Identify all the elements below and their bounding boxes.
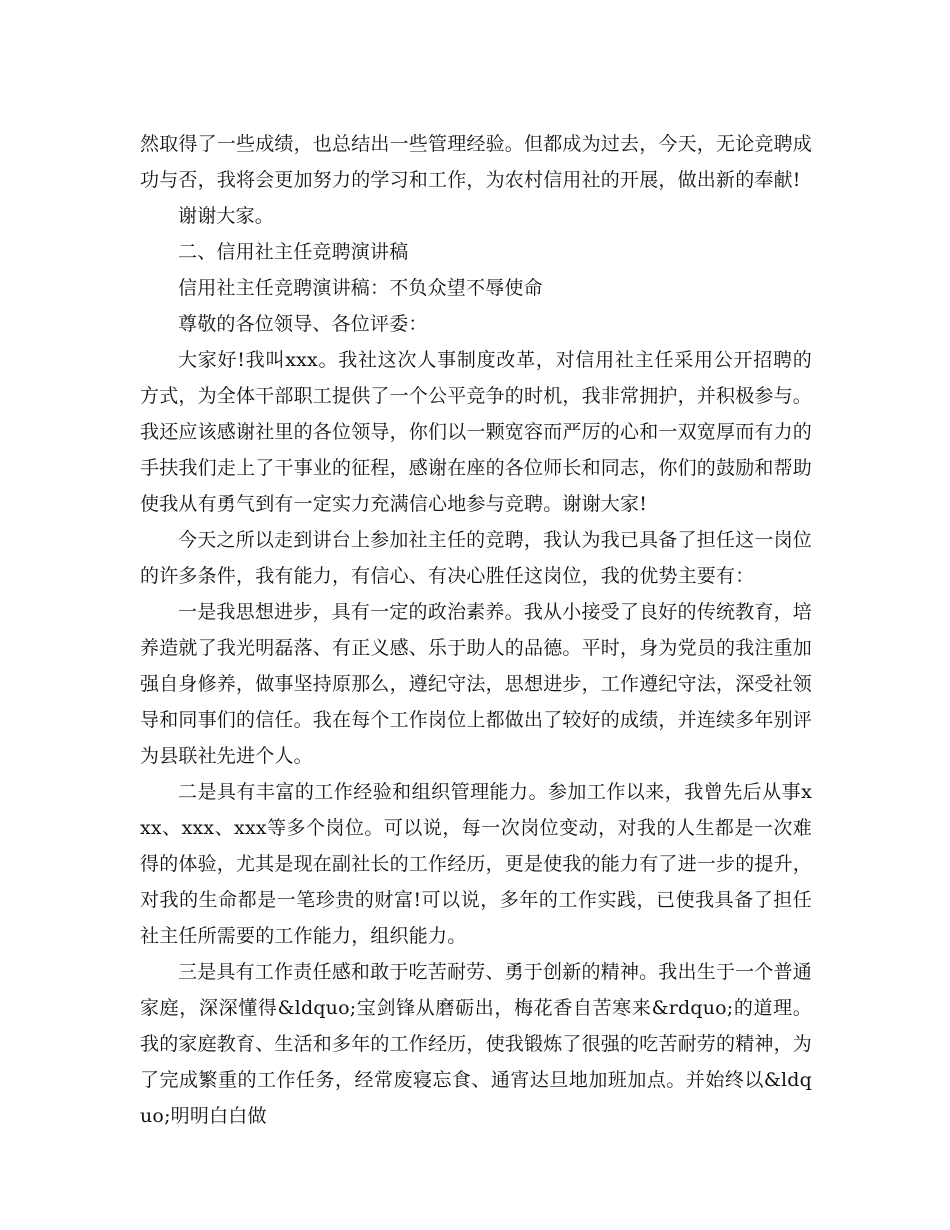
paragraph-2: 谢谢大家。 bbox=[178, 205, 275, 227]
paragraph-8: 一是我思想进步，具有一定的政治素养。我从小接受了良好的传统教育，培养造就了我光明磊落、有正义感、乐于助人的品德。平时，身为党员的我注重加强自身修养，做事坚持原那么，遵纪守法，思想进步，工作遵纪守法，深受社领导和同事们的信任。我在每个工作岗位上都做出了较好的成绩，并连续多年别评为县联社先进个人。 bbox=[140, 601, 813, 767]
paragraph-1: 然取得了一些成绩，也总结出一些管理经验。但都成为过去，今天，无论竞聘成功与否，我将会更加努力的学习和工作，为农村信用社的开展，做出新的奉献! bbox=[140, 133, 813, 191]
document-body bbox=[140, 126, 812, 1134]
paragraph-3: 二、信用社主任竞聘演讲稿 bbox=[178, 241, 409, 263]
paragraph-5: 尊敬的各位领导、各位评委： bbox=[178, 313, 428, 335]
paragraph-10: 三是具有工作责任感和敢于吃苦耐劳、勇于创新的精神。我出生于一个普通家庭，深深懂得&ldquo;宝剑锋从磨砺出，梅花香自苦寒来&rdquo;的道理。我的家庭教育、生活和多年的工作经历，使我锻炼了很强的吃苦耐劳的精神，为了完成繁重的工作任务，经常废寝忘食、通宵达旦地加班加点。并始终以&ldquo;明明白白做 bbox=[140, 961, 813, 1127]
paragraph-7: 今天之所以走到讲台上参加社主任的竞聘，我认为我已具备了担任这一岗位的许多条件，我有能力，有信心、有决心胜任这岗位，我的优势主要有： bbox=[140, 529, 812, 587]
paragraph-9: 二是具有丰富的工作经验和组织管理能力。参加工作以来，我曾先后从事xxx、xxx、xxx等多个岗位。可以说，每一次岗位变动，对我的人生都是一次难得的体验，尤其是现在副社长的工作经历，更是使我的能力有了进一步的提升，对我的生命都是一笔珍贵的财富!可以说，多年的工作实践，已使我具备了担任社主任所需要的工作能力，组织能力。 bbox=[140, 781, 813, 947]
paragraph-4: 信用社主任竞聘演讲稿：不负众望不辱使命 bbox=[178, 277, 543, 299]
paragraph-6: 大家好!我叫xxx。我社这次人事制度改革，对信用社主任采用公开招聘的方式，为全体干部职工提供了一个公平竞争的时机，我非常拥护，并积极参与。我还应该感谢社里的各位领导，你们以一颗宽容而严厉的心和一双宽厚而有力的手扶我们走上了干事业的征程，感谢在座的各位师长和同志，你们的鼓励和帮助使我从有勇气到有一定实力充满信心地参与竞聘。谢谢大家! bbox=[140, 349, 813, 515]
